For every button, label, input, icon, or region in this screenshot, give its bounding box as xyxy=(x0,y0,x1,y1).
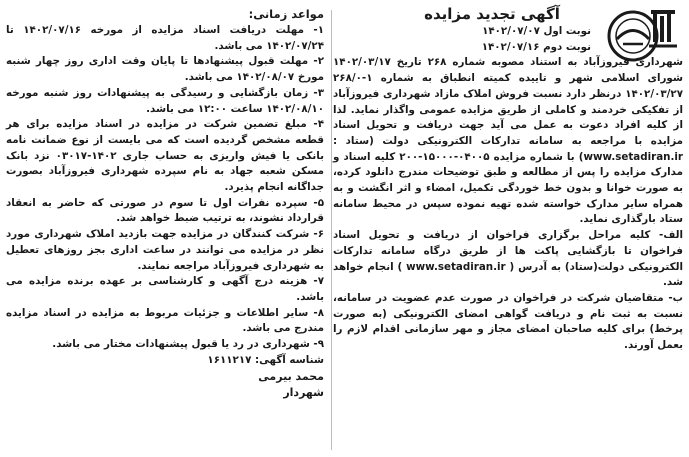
schedule-item: ۵- سپرده نفرات اول تا سوم در صورتی که حاضر به انعقاد قرارداد نشوند، به ترتیب ضبط خواهد شد. xyxy=(6,196,324,225)
notice-title: آگهی تجدید مزایده xyxy=(424,5,560,23)
schedule-item: ۳- زمان بازگشایی و رسیدگی به پیشنهادات روز شنبه مورخه ۱۴۰۲/۰۸/۱۰ ساعت ۱۲:۰۰ می باشد. xyxy=(6,86,324,115)
signer-name: محمد بیرمی xyxy=(258,370,324,384)
schedule-item: ۹- شهرداری در رد یا قبول پیشنهادات مختار می باشد. xyxy=(52,338,324,351)
clause-be: ب- متقاضیان شرکت در فراخوان در صورت عدم عضویت در سامانه، نسبت به ثبت نام و دریافت گواهی امضای الکترونیکی (به صورت پرخط) برای کلیه صاحبان امضای مجاز و مهر سازمانی اقدام لازم را بعمل آورند. xyxy=(333,291,683,352)
schedule-item: ۲- مهلت قبول پیشنهادها تا پایان وقت اداری روز چهار شنبه مورخ ۱۴۰۲/۰۸/۰۷ می باشد. xyxy=(6,55,324,84)
notice-rounds xyxy=(333,24,591,55)
schedule-item: ۷- هزینه درج آگهی و کارشناسی بر عهده برنده مزایده می باشد. xyxy=(6,275,324,303)
clause-alef: الف- کلیه مراحل برگزاری فراخوان از دریافت و تحویل اسناد فراخوان تا بازگشایی پاکت ها از طریق درگاه سامانه تدارکات الکترونیکی دولت(ستاد) به آدرس ( www.setadiran.ir ) انجام خواهد شد. xyxy=(333,229,684,289)
ad-id: شناسه آگهی: ۱۶۱۱۲۱۷ xyxy=(207,353,324,366)
schedule-item: ۶- شرکت کنندگان در مزایده جهت بازدید املاک شهرداری مورد نظر در مزایده می توانند در ساعت اداری بجز روزهای تعطیل به شهرداری فیروزآباد مراجعه نمایند. xyxy=(6,228,324,272)
schedule-item: ۸- سایر اطلاعات و جزئیات مربوط به مزایده در اسناد مزایده مندرج می باشد. xyxy=(6,306,324,335)
column-divider xyxy=(331,10,332,450)
notice-main-column xyxy=(333,6,683,453)
schedule-item: ۴- مبلغ تضمین شرکت در مزایده در اسناد مزایده برای هر قطعه مشخص گردیده است که می بایست از نوع ضمانت نامه بانکی یا فیش واریزی به حساب جاری ۱۴۰۲-۰۳۰۱۷ نزد بانک مسکن شعبه جهاد به نام سپرده شهرداری فیروزآباد بصورت جداگانه انجام پذیرد. xyxy=(6,118,324,194)
second-round-date: نوبت دوم ۱۴۰۲/۰۷/۱۶ xyxy=(481,40,591,53)
schedule-heading: مواعد زمانی: xyxy=(248,7,324,21)
first-round-date: نوبت اول ۱۴۰۲/۰۷/۰۷ xyxy=(482,25,591,37)
schedule-column xyxy=(6,6,324,453)
schedule-item: ۱- مهلت دریافت اسناد مزایده از مورخه ۱۴۰۲/۰۷/۱۶ تا ۱۴۰۲/۰۷/۲۴ می باشد. xyxy=(6,24,324,52)
signer-title: شهردار xyxy=(283,386,324,400)
notice-body: شهرداری فیروزآباد به استناد مصوبه شماره ۲۶۸ تاریخ ۱۴۰۲/۰۳/۱۷ شورای اسلامی شهر و تاییده کمیته انطباق به شماره ۱-۲۶۸/۰ ۱۴۰۲/۰۳/۲۷ درنظر دارد نسبت فروش املاک مازاد شهرداری فیروزآباد از تفکیکی خردمند و کاملی از طریق مزایده عمومی واگذار نماید. لذا از کلیه افراد دعوت به عمل می آید جهت دریافت و تحویل اسناد مزایده با مراجعه به سامانه تدارکات الکترونیکی دولت (ستاد : www.setadiran.ir) با شماره مزایده ۰۴۰۰۵-۱۵۰۰۰-۲۰۰ کلیه اسناد و مدارک مزایده را پس از مطالعه و طبق توضیحات مندرج دانلود کرده، به صورت خوانا و بدون خط خوردگی تکمیل، امضاء و اثر انگشت و به همراه سایر مدارک خواسته شده تهیه نموده سپس در محیط سامانه ستاد بارگذاری نماید. xyxy=(333,56,683,226)
